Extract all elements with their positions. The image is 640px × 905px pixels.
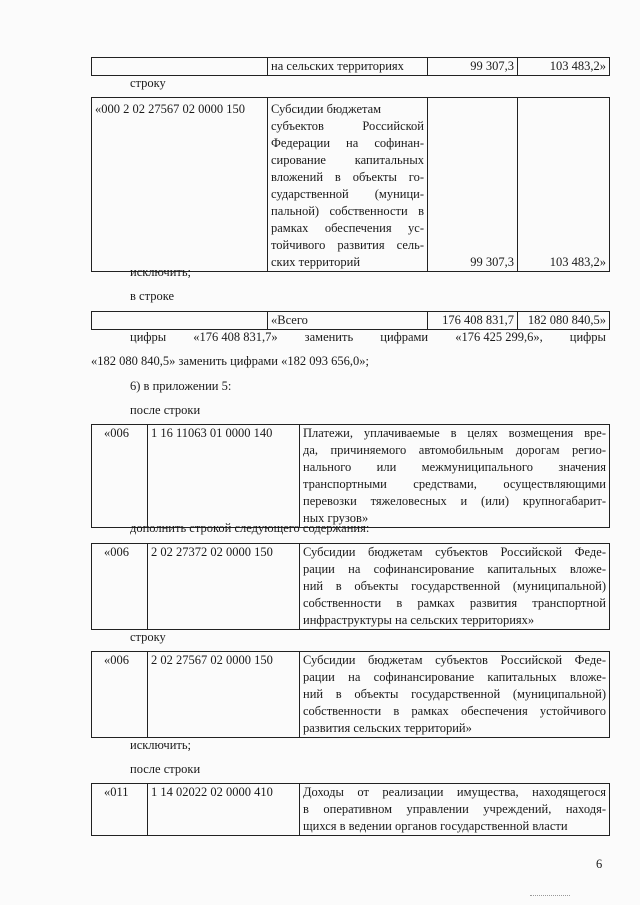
paragraph-v-stroke: в строке	[130, 289, 175, 303]
table-added-row	[91, 543, 610, 630]
paragraph-iskluchit: исключить;	[130, 265, 192, 279]
name-line: ний в объекты государственной (муниципальной)	[303, 687, 606, 701]
page-number: 6	[596, 857, 603, 871]
value-cell-2020: 103 483,2»	[518, 98, 610, 272]
paragraph-posle-stroki: после строки	[130, 762, 201, 776]
name-line: инфраструктуры на сельских территориях»	[303, 613, 535, 627]
word: заменить	[304, 330, 354, 344]
name-line: рации на софинансирование капитальных вложе-	[303, 562, 606, 576]
admin-code-cell: «011	[92, 784, 148, 836]
name-line: Доходы от реализации имущества, находящегося	[303, 785, 606, 799]
name-line: субъектов Российской	[271, 119, 424, 133]
name-line: рамках обеспечения ус-	[271, 221, 424, 235]
name-line: транспортными средствами, осуществляющими	[303, 477, 606, 491]
name-cell	[268, 98, 428, 272]
code-cell: 2 02 27372 02 0000 150	[148, 544, 300, 630]
footer-divider	[530, 895, 570, 896]
code-cell: 2 02 27567 02 0000 150	[148, 652, 300, 738]
table-row	[92, 425, 610, 528]
code-cell: «000 2 02 27567 02 0000 150	[92, 98, 268, 272]
table-after-row-2	[91, 783, 610, 836]
name-line: развития сельских территорий»	[303, 721, 472, 735]
name-line: нального или межмуниципального значения	[303, 460, 606, 474]
paragraph-posle-stroki: после строки	[130, 403, 201, 417]
name-cell: на сельских территориях	[268, 58, 428, 76]
paragraph-cifry-continued: «182 080 840,5» заменить цифрами «182 093 656,0»;	[91, 354, 369, 368]
name-line: в оперативном управлении учреждений, находя-	[303, 802, 606, 816]
name-cell	[300, 652, 610, 738]
value-cell-2019: 99 307,3	[428, 58, 518, 76]
name-line: да, причиняемого автомобильным дорогам регио-	[303, 443, 606, 457]
word: «176 408 831,7»	[193, 330, 278, 344]
paragraph-appendix: 6) в приложении 5:	[130, 379, 232, 393]
word: цифры	[130, 330, 167, 344]
name-line: Субсидии бюджетам субъектов Российской Феде-	[303, 653, 606, 667]
table-row	[92, 652, 610, 738]
code-cell: 1 16 11063 01 0000 140	[148, 425, 300, 528]
table-row	[92, 98, 610, 272]
value-cell-2019: 99 307,3	[428, 98, 518, 272]
table-removed-row	[91, 97, 610, 272]
name-line: собственности в рамках обеспечения устойчивого	[303, 704, 606, 718]
value-cell-2020: 103 483,2»	[518, 58, 610, 76]
code-cell	[92, 312, 268, 330]
name-line: вложений в объекты го-	[271, 170, 424, 184]
table-continuation	[91, 57, 610, 76]
name-line: щихся в ведении органов государственной власти	[303, 819, 568, 833]
name-cell	[300, 425, 610, 528]
name-line: Субсидии бюджетам	[271, 102, 382, 116]
code-cell	[92, 58, 268, 76]
paragraph-stroku: строку	[130, 76, 166, 90]
code-cell: 1 14 02022 02 0000 410	[148, 784, 300, 836]
name-line: ний в объекты государственной (муниципальной)	[303, 579, 606, 593]
name-line: собственности в рамках развития транспортной	[303, 596, 606, 610]
word: цифрами	[380, 330, 429, 344]
name-cell	[300, 544, 610, 630]
name-line: сударственной (муници-	[271, 187, 424, 201]
table-after-row	[91, 424, 610, 528]
name-cell	[300, 784, 610, 836]
table-row	[92, 312, 610, 330]
table-row	[92, 544, 610, 630]
value-cell-2020: 182 080 840,5»	[518, 312, 610, 330]
admin-code-cell: «006	[92, 425, 148, 528]
paragraph-cifry	[130, 329, 606, 346]
table-total	[91, 311, 610, 330]
name-line: ных грузов»	[303, 511, 369, 525]
admin-code-cell: «006	[92, 652, 148, 738]
name-line: перевозки тяжеловесных и (или) крупногабарит-	[303, 494, 606, 508]
name-line: рации на софинансирование капитальных вложе-	[303, 670, 606, 684]
name-line: пальной) собственности в	[271, 204, 424, 218]
word: цифры	[569, 330, 606, 344]
table-removed-row-2	[91, 651, 610, 738]
paragraph-dopolnit: дополнить строкой следующего содержания:	[130, 521, 370, 535]
admin-code-cell: «006	[92, 544, 148, 630]
name-line: Субсидии бюджетам субъектов Российской Феде-	[303, 545, 606, 559]
table-row	[92, 58, 610, 76]
paragraph-stroku: строку	[130, 630, 166, 644]
value-cell-2019: 176 408 831,7	[428, 312, 518, 330]
name-line: ских территорий	[271, 255, 361, 269]
name-line: Платежи, уплачиваемые в целях возмещения вре-	[303, 426, 606, 440]
name-line: сирование капитальных	[271, 153, 424, 167]
paragraph-iskluchit: исключить;	[130, 738, 192, 752]
name-line: Федерации на софинан-	[271, 136, 424, 150]
table-row	[92, 784, 610, 836]
word: «176 425 299,6»,	[455, 330, 543, 344]
name-cell: «Всего	[268, 312, 428, 330]
name-line: тойчивого развития сель-	[271, 238, 424, 252]
